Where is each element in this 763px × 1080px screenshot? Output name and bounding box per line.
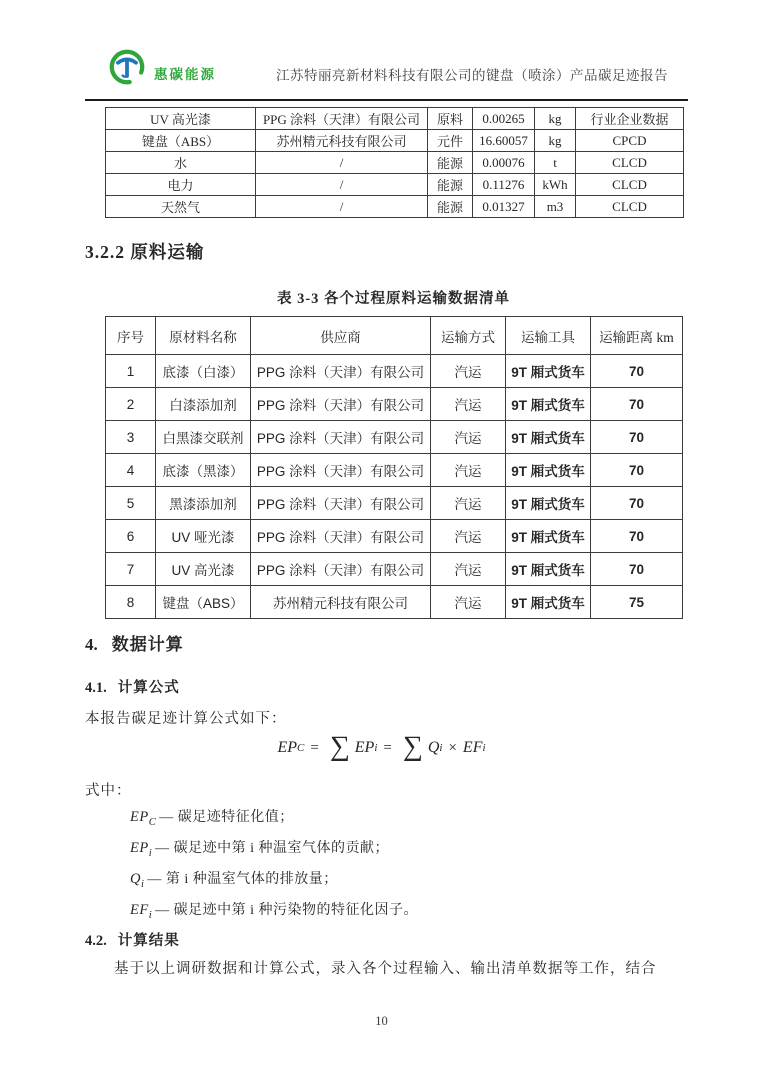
table-cell: 汽运 [431,520,506,553]
table-cell: PPG 涂料（天津）有限公司 [251,388,431,421]
table-cell: PPG 涂料（天津）有限公司 [251,421,431,454]
table-cell: 0.00076 [473,152,535,174]
formula-note: 式中： [85,783,132,799]
table-cell: PPG 涂料（天津）有限公司 [251,520,431,553]
definition-epi [130,837,418,859]
table-cell: 16.60057 [473,130,535,152]
formula-equals-2: = [383,739,392,756]
table-cell: 1 [106,355,156,388]
formula-equals-1: = [310,739,319,756]
formula-var-epc: EP [277,739,297,756]
company-logo-text: 惠碳能源 [154,67,216,82]
table-cell: 8 [106,586,156,619]
table-cell: / [256,196,428,218]
table-cell: 行业企业数据 [576,108,684,130]
table-cell: 汽运 [431,553,506,586]
table-row [106,152,684,174]
definition-var: Q [130,871,141,887]
table-cell: 9T 厢式货车 [506,487,591,520]
section-3-2-2-heading: 3.2.2 原料运输 [85,242,205,262]
table-cell: 5 [106,487,156,520]
table-cell: kg [535,108,576,130]
table-row [106,388,683,421]
definition-sub: i [148,909,153,921]
carbon-footprint-formula [0,726,763,770]
table-cell: 水 [106,152,256,174]
definition-qi [130,868,418,890]
table-row [106,520,683,553]
definition-var: EF [130,902,149,918]
formula-var-qi: Q [427,739,440,756]
table-row [106,355,683,388]
table-cell: PPG 涂料（天津）有限公司 [251,487,431,520]
section-4-heading [85,630,184,655]
table-cell: 苏州精元科技有限公司 [251,586,431,619]
formula-sub-c: C [297,742,305,754]
definition-efi [130,899,419,921]
sigma-icon: ∑ [329,731,350,762]
table-row [106,553,683,586]
table-cell: 黑漆添加剂 [156,487,251,520]
definition-desc: — 碳足迹中第 i 种污染物的特征化因子。 [155,903,419,918]
table-cell: UV 哑光漆 [156,520,251,553]
definition-var: EP [130,809,149,825]
table-cell: m3 [535,196,576,218]
table-cell: 能源 [428,174,473,196]
table-cell: / [256,152,428,174]
table-row [106,586,683,619]
section-4-1-title: 计算公式 [117,680,180,696]
table-cell: 3 [106,421,156,454]
definition-desc: — 第 i 种温室气体的排放量； [147,872,338,887]
formula-sub-i1: i [374,742,378,754]
report-header-title: 江苏特丽亮新材料科技有限公司的键盘（喷涂）产品碳足迹报告 [276,68,668,83]
table-cell: 底漆（白漆） [156,355,251,388]
table-cell: PPG 涂料（天津）有限公司 [251,553,431,586]
table-cell: 能源 [428,152,473,174]
section-4-number: 4. [85,635,98,654]
transport-table-header-row [106,317,683,355]
table-cell: 元件 [428,130,473,152]
table-cell: 汽运 [431,586,506,619]
table-cell: 0.11276 [473,174,535,196]
formula-var-efi: EF [462,739,483,756]
transport-data-table [105,316,683,619]
formula-intro-text: 本报告碳足迹计算公式如下： [85,711,287,727]
section-4-2-heading [85,929,180,950]
table-cell: 70 [591,421,683,454]
table-cell: 70 [591,454,683,487]
table-row [106,421,683,454]
company-logo-icon [108,48,146,86]
table-cell: 汽运 [431,355,506,388]
table-cell: UV 高光漆 [106,108,256,130]
section-4-1-heading [85,676,180,697]
table-cell: 9T 厢式货车 [506,586,591,619]
table-cell: 70 [591,487,683,520]
page-number: 10 [375,1014,388,1028]
table-cell: 2 [106,388,156,421]
table-cell: 7 [106,553,156,586]
section-4-1-number: 4.1. [85,680,107,696]
definition-sub: C [148,816,157,828]
table-cell: CLCD [576,174,684,196]
table-cell: 70 [591,355,683,388]
formula-sub-i3: i [482,742,486,754]
section-4-2-number: 4.2. [85,933,107,949]
table-cell: 0.01327 [473,196,535,218]
table-cell: 4 [106,454,156,487]
table-cell: 天然气 [106,196,256,218]
table-cell: 苏州精元科技有限公司 [256,130,428,152]
table-cell: CLCD [576,152,684,174]
table-cell: 白黑漆交联剂 [156,421,251,454]
table-cell: 汽运 [431,421,506,454]
definition-sub: i [140,878,145,890]
table-cell: kg [535,130,576,152]
table-cell: t [535,152,576,174]
formula-var-epi: EP [354,739,375,756]
header-divider [85,99,688,101]
table-cell: 键盘（ABS） [106,130,256,152]
table-cell: 70 [591,553,683,586]
definition-epc [130,806,418,828]
column-header-material: 原材料名称 [156,317,251,355]
column-header-supplier: 供应商 [251,317,431,355]
inventory-data-table [105,107,684,218]
table-cell: 0.00265 [473,108,535,130]
definition-var: EP [130,840,149,856]
formula-times-operator: × [448,739,457,756]
table-cell: CLCD [576,196,684,218]
table-row [106,174,684,196]
table-cell: 汽运 [431,454,506,487]
table-cell: kWh [535,174,576,196]
definition-desc: — 碳足迹中第 i 种温室气体的贡献； [155,841,390,856]
table-cell: 9T 厢式货车 [506,421,591,454]
table-cell: PPG 涂料（天津）有限公司 [256,108,428,130]
definition-desc: — 碳足迹特征化值； [159,810,294,825]
table-cell: 70 [591,520,683,553]
column-header-transport-mode: 运输方式 [431,317,506,355]
table-cell: 能源 [428,196,473,218]
table-row [106,130,684,152]
table-row [106,454,683,487]
table-cell: 底漆（黑漆） [156,454,251,487]
table-row [106,487,683,520]
table-cell: 原料 [428,108,473,130]
table-cell: 9T 厢式货车 [506,553,591,586]
column-header-distance: 运输距离 km [591,317,683,355]
table-3-3-caption: 表 3-3 各个过程原料运输数据清单 [276,291,511,307]
section-4-2-body-text: 基于以上调研数据和计算公式，录入各个过程输入、输出清单数据等工作，结合 [114,961,657,977]
table-row [106,108,684,130]
column-header-vehicle: 运输工具 [506,317,591,355]
formula-sub-i2: i [439,742,443,754]
section-4-2-title: 计算结果 [117,933,180,949]
table-cell: PPG 涂料（天津）有限公司 [251,454,431,487]
table-cell: 汽运 [431,487,506,520]
section-4-title: 数据计算 [111,635,184,654]
table-cell: PPG 涂料（天津）有限公司 [251,355,431,388]
definition-sub: i [148,847,153,859]
table-cell: 电力 [106,174,256,196]
inventory-table-body [106,108,684,218]
transport-table-body [106,355,683,619]
table-row [106,196,684,218]
table-cell: 9T 厢式货车 [506,520,591,553]
formula-definitions [130,806,418,930]
sigma-icon: ∑ [402,731,423,762]
table-cell: 9T 厢式货车 [506,355,591,388]
table-cell: CPCD [576,130,684,152]
table-cell: 9T 厢式货车 [506,388,591,421]
table-cell: 75 [591,586,683,619]
table-cell: 汽运 [431,388,506,421]
table-cell: / [256,174,428,196]
table-cell: UV 高光漆 [156,553,251,586]
table-cell: 白漆添加剂 [156,388,251,421]
table-cell: 9T 厢式货车 [506,454,591,487]
table-cell: 键盘（ABS） [156,586,251,619]
page-header [108,48,688,86]
table-cell: 70 [591,388,683,421]
column-header-index: 序号 [106,317,156,355]
table-cell: 6 [106,520,156,553]
